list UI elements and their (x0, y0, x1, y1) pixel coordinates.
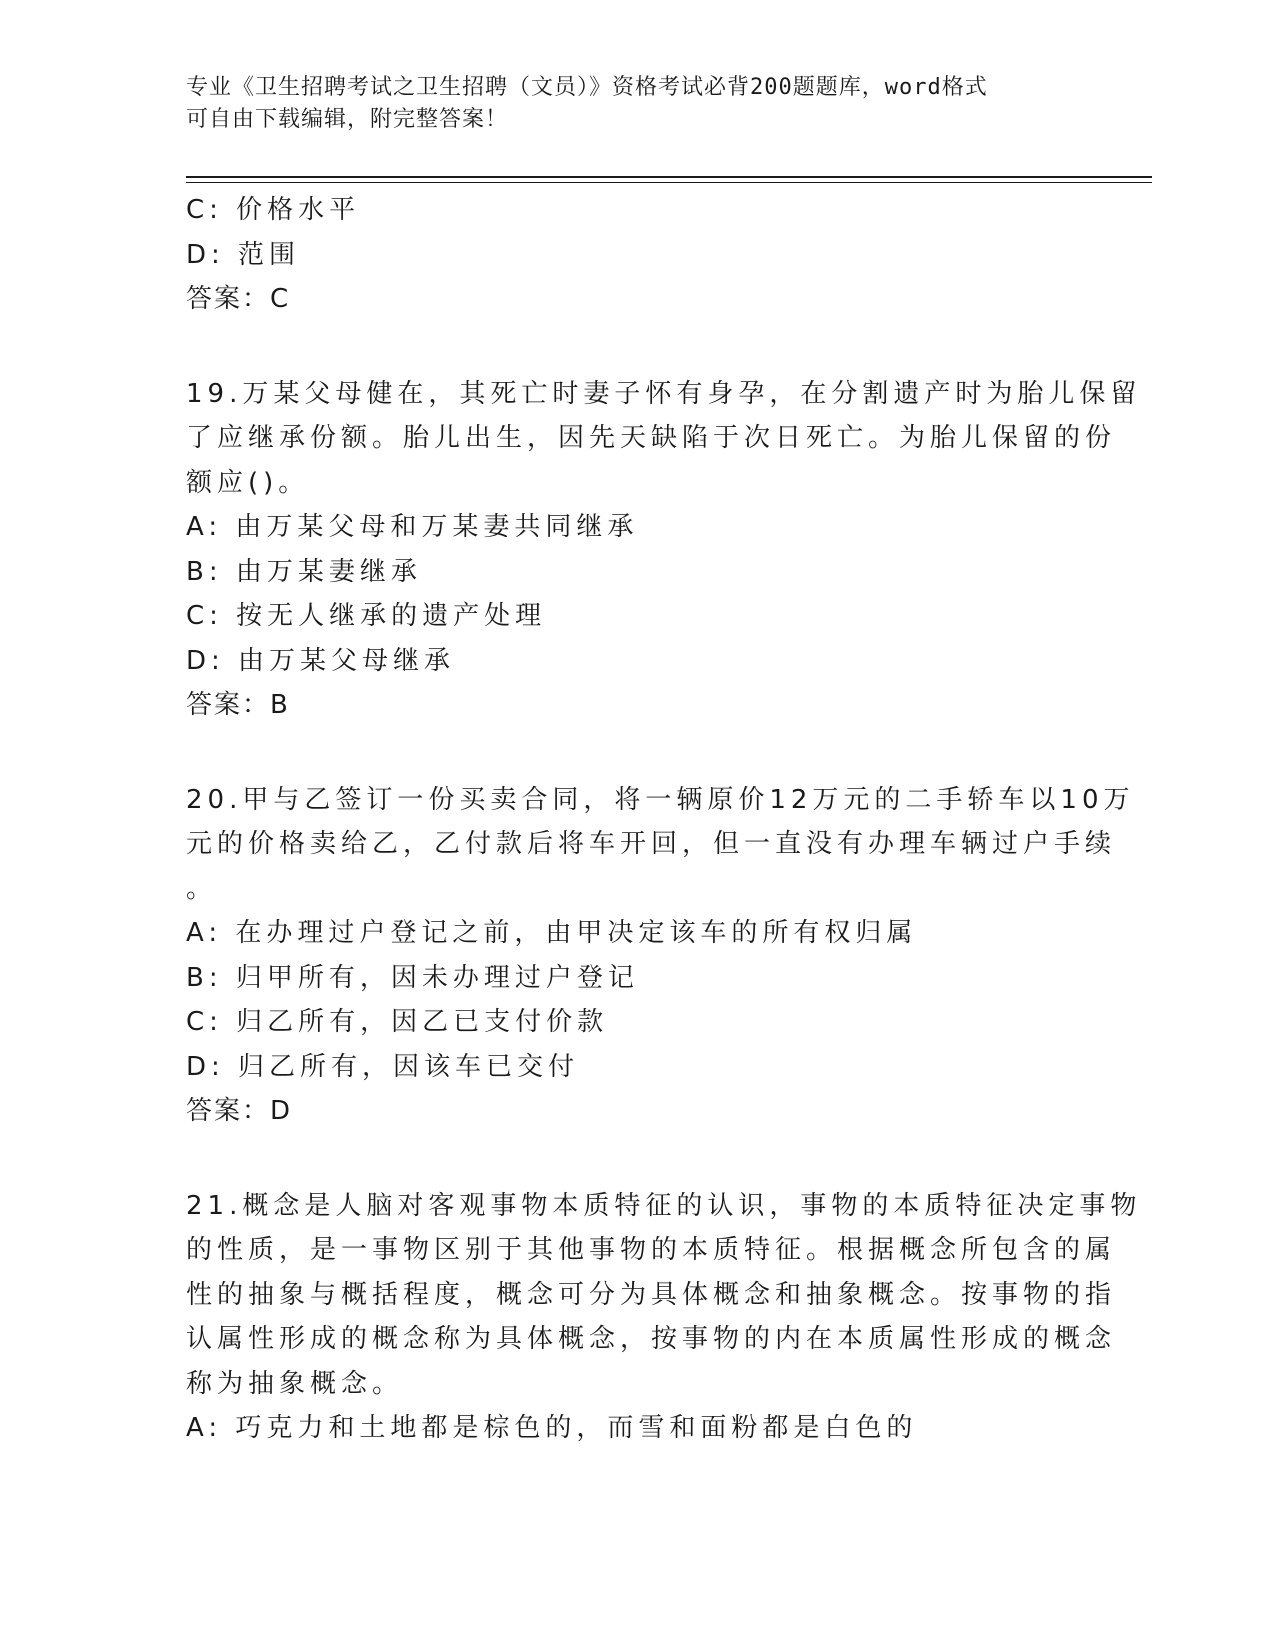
question-stem-line: 认属性形成的概念称为具体概念，按事物的内在本质属性形成的概念 (186, 1324, 1117, 1354)
option-c: C: 按无人继承的遗产处理 (186, 601, 547, 631)
question-stem-line: 性的抽象与概括程度，概念可分为具体概念和抽象概念。按事物的指 (186, 1279, 1117, 1310)
question-stem-line: 了应继承份额。胎儿出生，因先天缺陷于次日死亡。为胎儿保留的份 (186, 423, 1117, 453)
question-stem-line: 称为抽象概念。 (186, 1368, 404, 1399)
option-c: C: 归乙所有，因乙已支付价款 (186, 1007, 609, 1037)
document-body (186, 188, 1142, 1451)
question-19 (186, 372, 1142, 728)
option-b: B: 由万某妻继承 (186, 556, 422, 587)
question-18-tail (186, 188, 1086, 322)
option-b: B: 归甲所有，因未办理过户登记 (186, 962, 639, 993)
option-d: D: 归乙所有，因该车已交付 (186, 1051, 580, 1082)
question-20 (186, 778, 1135, 1134)
option-a: A: 巧克力和土地都是棕色的，而雪和面粉都是白色的 (186, 1413, 918, 1443)
question-stem-line: 额应()。 (186, 467, 310, 498)
header-line-1: 专业《卫生招聘考试之卫生招聘（文员）》资格考试必背200题题库，word格式 (186, 75, 988, 100)
answer: 答案：B (186, 690, 290, 720)
header-divider-thick (186, 176, 1152, 178)
option-d: D: 范围 (186, 239, 301, 270)
header-divider-thin (186, 182, 1152, 183)
question-stem-line: 。 (186, 873, 218, 904)
question-stem-line: 元的价格卖给乙，乙付款后将车开回，但一直没有办理车辆过户手续 (186, 829, 1117, 859)
answer: 答案：C (186, 284, 291, 314)
document-header (186, 72, 1066, 136)
question-stem-line: 20.甲与乙签订一份买卖合同，将一辆原价12万元的二手轿车以10万 (186, 784, 1135, 815)
header-line-2: 可自由下载编辑，附完整答案！ (186, 107, 509, 132)
option-d: D: 由万某父母继承 (186, 645, 456, 676)
question-stem-line: 的性质，是一事物区别于其他事物的本质特征。根据概念所包含的属 (186, 1235, 1117, 1265)
question-stem-line: 19.万某父母健在，其死亡时妻子怀有身孕，在分割遗产时为胎儿保留 (186, 378, 1142, 409)
question-stem-line: 21.概念是人脑对客观事物本质特征的认识，事物的本质特征决定事物 (186, 1190, 1142, 1221)
option-a: A: 由万某父母和万某妻共同继承 (186, 512, 639, 542)
option-c: C: 价格水平 (186, 195, 361, 225)
answer: 答案：D (186, 1096, 293, 1126)
question-21 (186, 1184, 1142, 1451)
option-a: A: 在办理过户登记之前，由甲决定该车的所有权归属 (186, 918, 918, 948)
